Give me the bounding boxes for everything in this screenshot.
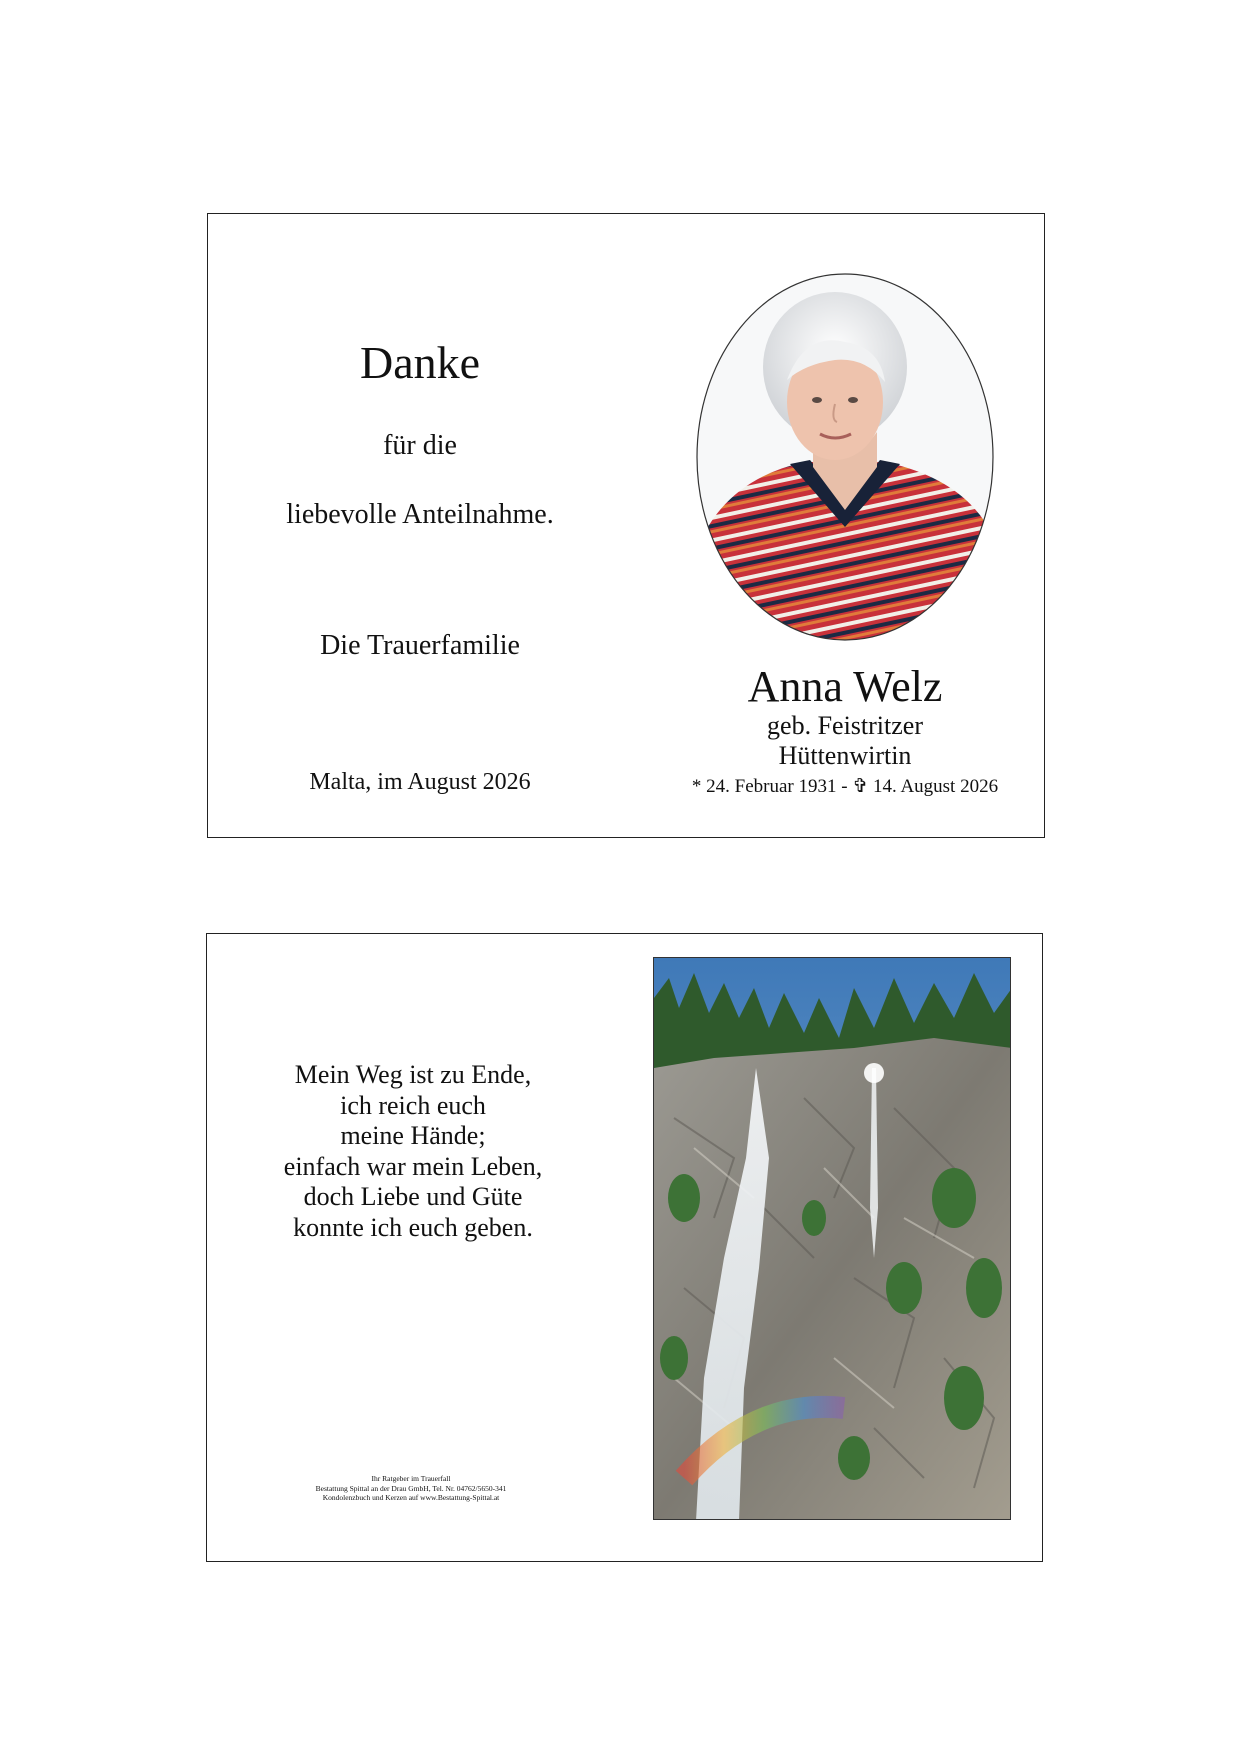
thanks-line-2: liebevolle Anteilnahme. [286,499,554,530]
imprint-line: Ihr Ratgeber im Trauerfall [371,1474,451,1483]
family-signature: Die Trauerfamilie [320,630,520,661]
imprint-line: Kondolenzbuch und Kerzen auf www.Bestattung-Spittal.at [322,1493,500,1502]
poem-line: einfach war mein Leben, [283,1151,543,1181]
thanks-title: Danke [359,337,481,388]
imprint-line: Bestattung Spittal an der Drau GmbH, Tel. Nr. 04762/5650-341 [315,1483,507,1493]
poem-line: doch Liebe und Güte [303,1182,523,1211]
poem-line: meine Hände; [340,1121,486,1150]
waterfall-photo [653,957,1011,1520]
poem [284,1060,542,1243]
poem-line: ich reich euch [340,1090,486,1120]
back-card [206,933,1043,1562]
place-date: Malta, im August 2026 [309,769,531,795]
poem-line: konnte ich euch geben. [293,1212,533,1242]
thanks-line-1: für die [383,430,457,461]
occupation: Hüttenwirtin [778,741,912,770]
portrait-photo [695,272,995,642]
life-dates: * 24. Februar 1931 - ✞ 14. August 2026 [691,776,999,797]
front-card [207,213,1045,838]
person-name: Anna Welz [747,662,943,711]
poem-line: Mein Weg ist zu Ende, [294,1060,532,1089]
funeral-home-imprint [316,1474,507,1503]
birth-name: geb. Feistritzer [767,711,923,740]
